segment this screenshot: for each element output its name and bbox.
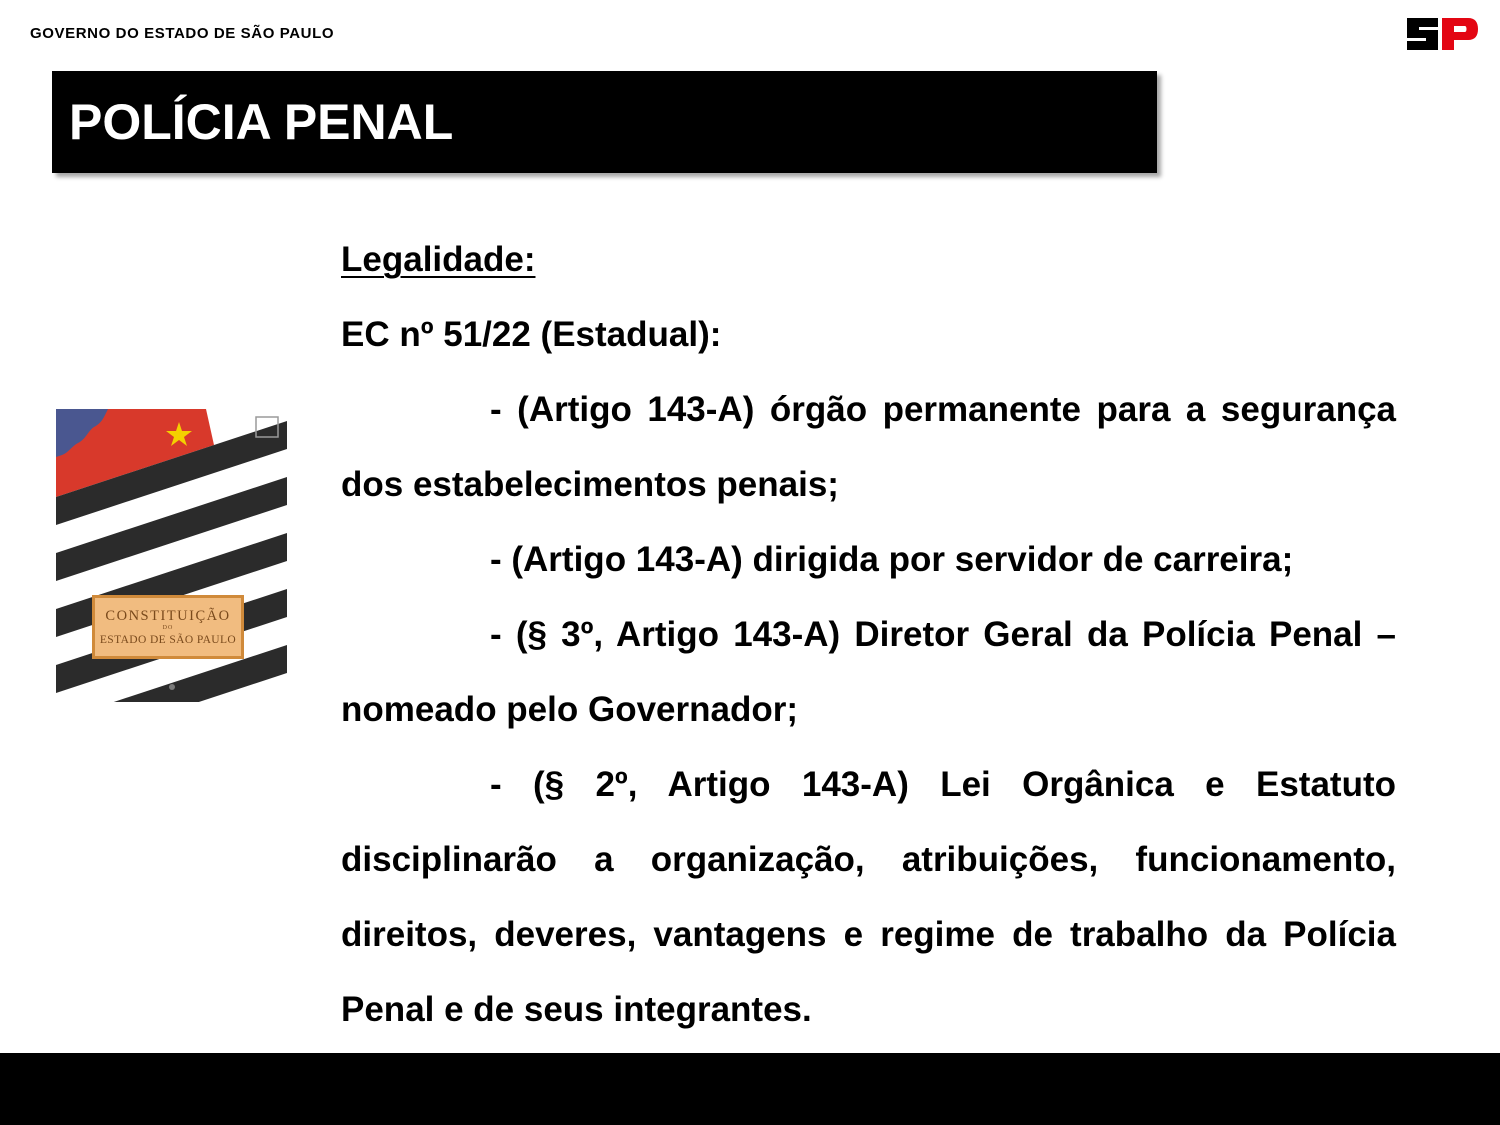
legal-item: - (Artigo 143-A) órgão permanente para a segurança dos estabelecimentos penais; [341, 390, 1396, 504]
government-header: GOVERNO DO ESTADO DE SÃO PAULO [30, 25, 335, 42]
sp-logo [1405, 16, 1479, 52]
content-subheading: EC nº 51/22 (Estadual): [341, 315, 722, 354]
book-label-line2: DO [162, 625, 174, 631]
sp-logo-p [1442, 18, 1478, 50]
constitution-book-image [56, 409, 287, 702]
legal-item: - (Artigo 143-A) dirigida por servidor de carreira; [490, 540, 1294, 579]
content-heading: Legalidade: [341, 240, 536, 279]
title-bar [52, 71, 1157, 173]
slide-title: POLÍCIA PENAL [69, 94, 454, 150]
footer-bar [0, 1053, 1500, 1125]
book-label-line1: CONSTITUIÇÃO [105, 608, 231, 624]
legal-item: - (§ 2º, Artigo 143-A) Lei Orgânica e Estatuto disciplinarão a organização, atribuições, funcionamento, direitos, deveres, vantagens e regime de trabalho da Polícia Penal e de seus integrantes. [341, 765, 1396, 1029]
sp-logo-s [1407, 18, 1438, 50]
content-body [341, 222, 1396, 1047]
legal-item: - (§ 3º, Artigo 143-A) Diretor Geral da Polícia Penal – nomeado pelo Governador; [341, 615, 1396, 729]
book-label-line3: ESTADO DE SÃO PAULO [99, 634, 237, 646]
book-label [92, 595, 244, 659]
